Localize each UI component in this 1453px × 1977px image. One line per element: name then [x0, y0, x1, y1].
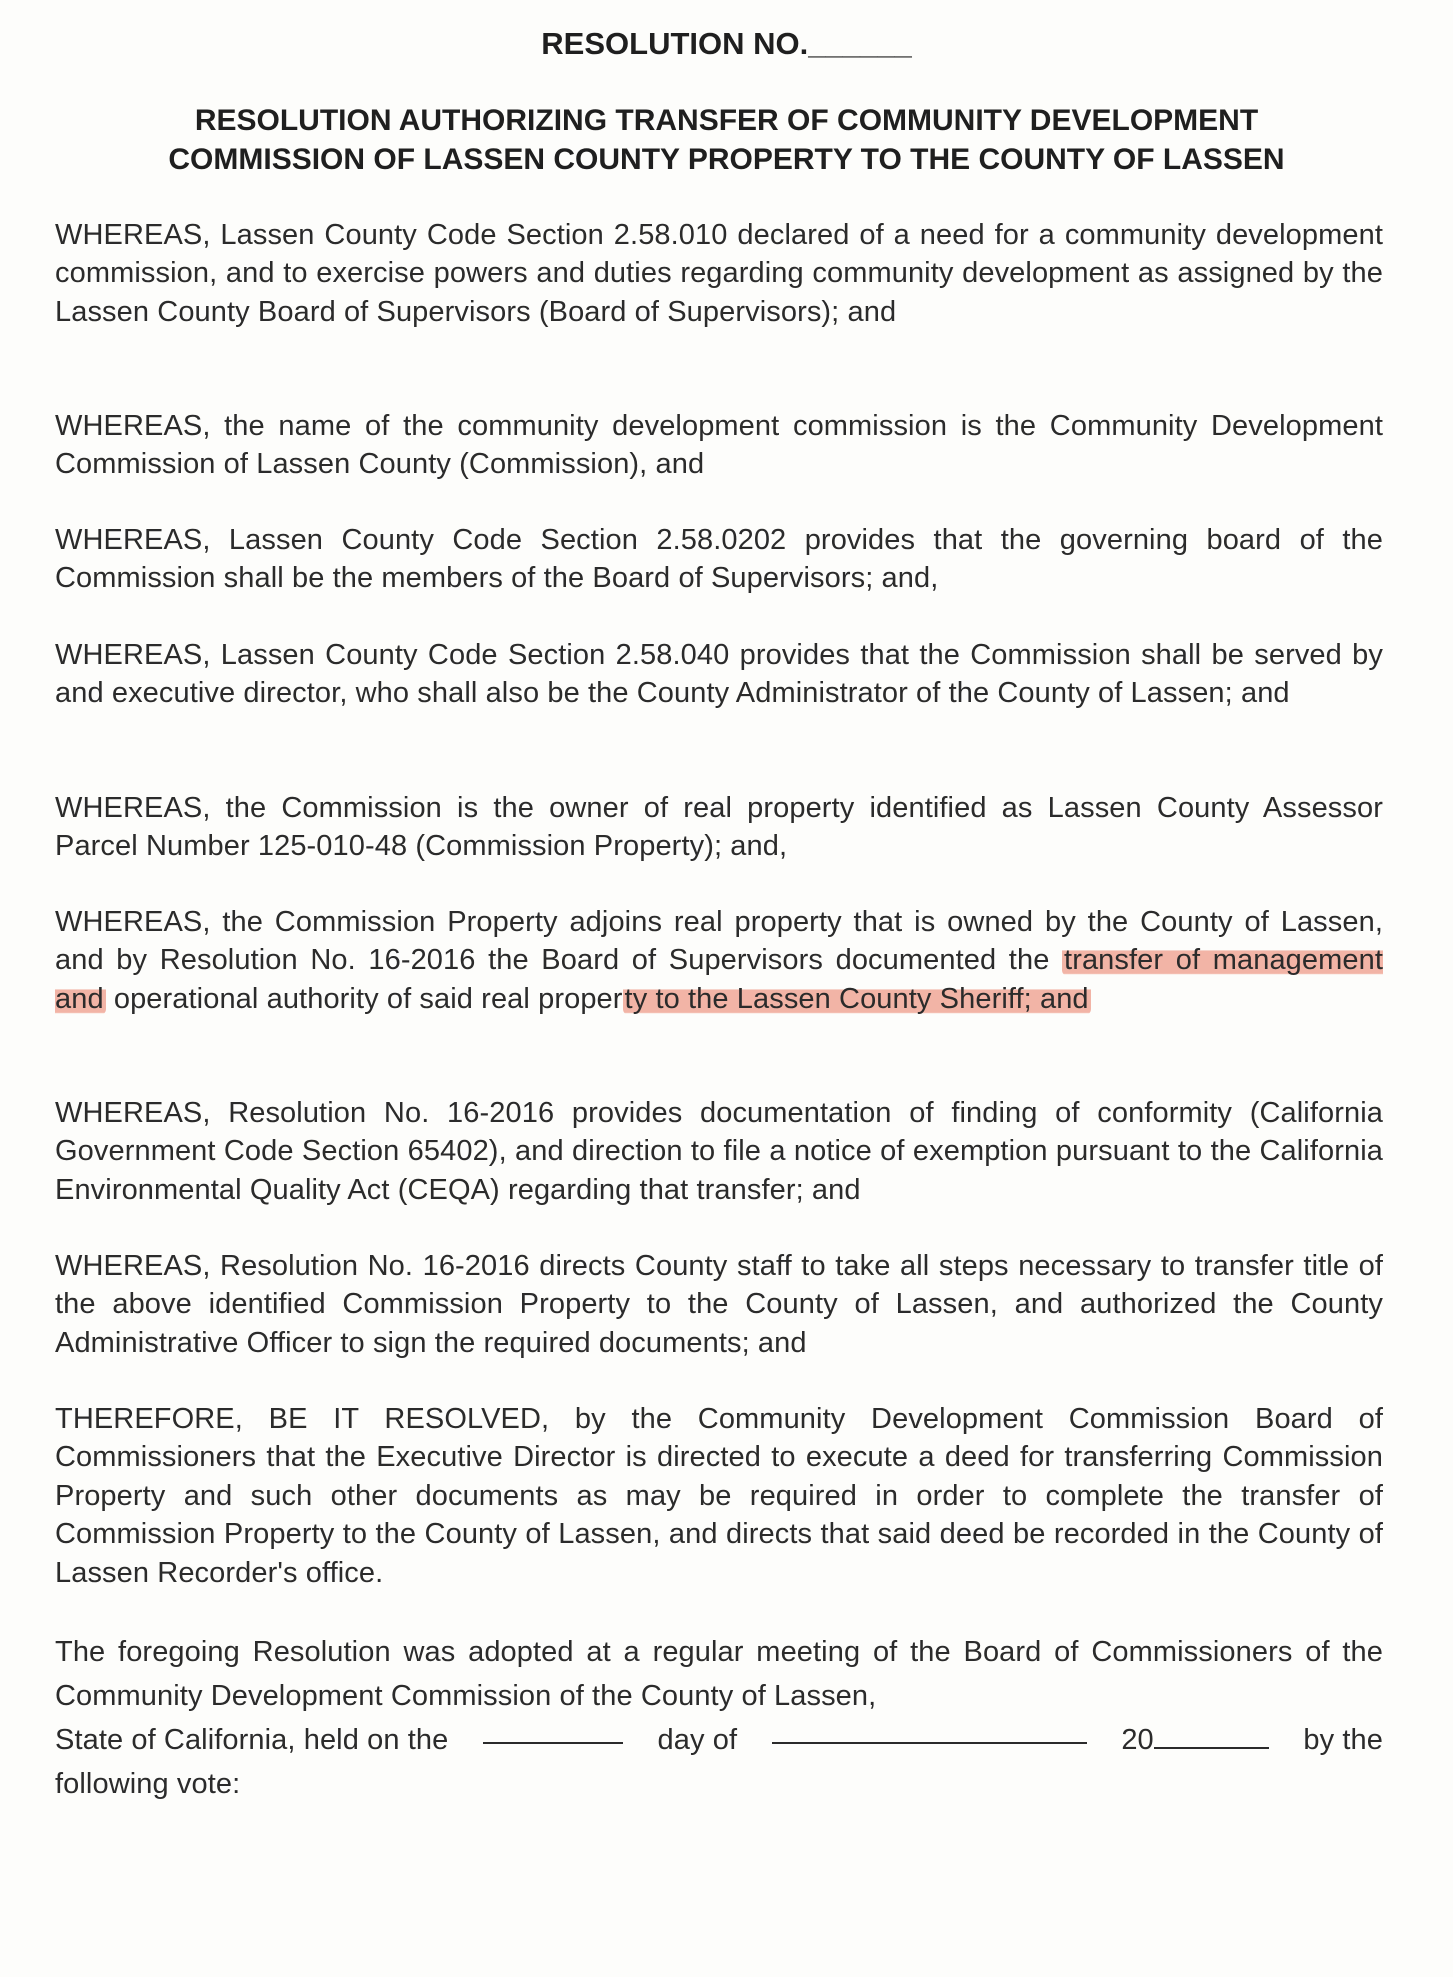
whereas-paragraph-8: WHEREAS, Resolution No. 16-2016 directs County staff to take all steps necessary to transfer title of the above identified Commission Property to the County of Lassen, and authorized the County Administrative Officer to sign the required documents; and: [55, 1250, 1383, 1359]
month-blank: [772, 1718, 1087, 1744]
year-blank: [1154, 1723, 1269, 1749]
p6-text-before: WHEREAS, the Commission Property adjoins real property that is owned by the County of Lassen, and by Resolution No. 16-2016 the Board of Supervisors documented the: [55, 906, 1383, 977]
resolution-number: RESOLUTION NO.______: [541, 26, 912, 61]
whereas-paragraph-2: WHEREAS, the name of the community development commission is the Community Development Commission of Lassen County (Commission), and: [55, 410, 1383, 481]
highlighted-text-1: transfer of management and: [55, 944, 1383, 1015]
title-line-1: RESOLUTION AUTHORIZING TRANSFER OF COMMUNITY DEVELOPMENT: [194, 104, 1259, 137]
adoption-day-of: day of: [657, 1724, 738, 1756]
adoption-paragraph: [55, 1630, 1383, 1806]
adoption-date-line: [55, 1718, 1383, 1762]
adoption-by-the: by the: [1303, 1724, 1383, 1756]
resolved-paragraph: THEREFORE, BE IT RESOLVED, by the Community Development Commission Board of Commissioners that the Executive Director is directed to execute a deed for transferring Commission Property and such other documents as may be required in order to complete the transfer of Commission Property to the County of Lassen, and directs that said deed be recorded in the County of Lassen Recorder's office.: [55, 1403, 1383, 1589]
adoption-state: State of California, held on the: [55, 1724, 449, 1756]
whereas-paragraph-3: WHEREAS, Lassen County Code Section 2.58.0202 provides that the governing board of the Commission shall be the members of the Board of Supervisors; and,: [55, 524, 1383, 595]
whereas-paragraph-5: WHEREAS, the Commission is the owner of real property identified as Lassen County Assessor Parcel Number 125-010-48 (Commission Property); and,: [55, 792, 1383, 863]
title-line-2: COMMISSION OF LASSEN COUNTY PROPERTY TO THE COUNTY OF LASSEN: [168, 143, 1285, 176]
whereas-paragraph-7: WHEREAS, Resolution No. 16-2016 provides documentation of finding of conformity (California Government Code Section 65402), and direction to file a notice of exemption pursuant to the California Environmental Quality Act (CEQA) regarding that transfer; and: [55, 1097, 1383, 1206]
whereas-paragraph-4: WHEREAS, Lassen County Code Section 2.58.040 provides that the Commission shall be served by and executive director, who shall also be the County Administrator of the County of Lassen; and: [55, 639, 1383, 710]
year-field: [1121, 1718, 1268, 1762]
adoption-twenty: 20: [1121, 1724, 1154, 1756]
p6-text-middle: operational authority of said real proper: [105, 982, 623, 1015]
adoption-line-1: The foregoing Resolution was adopted at a regular meeting of the Board of Commissioners of the Community Development Commission of the County of Lassen,: [55, 1636, 1383, 1712]
resolution-title: [0, 101, 1453, 179]
day-blank: [483, 1718, 623, 1744]
whereas-paragraph-6: [55, 903, 1383, 1018]
whereas-paragraph-1: WHEREAS, Lassen County Code Section 2.58.010 declared of a need for a community development commission, and to exercise powers and duties regarding community development as assigned by the Lassen County Board of Supervisors (Board of Supervisors); and: [55, 219, 1383, 328]
adoption-line-4: following vote:: [55, 1768, 241, 1800]
highlighted-text-2: ty to the Lassen County Sheriff; and: [624, 982, 1089, 1015]
